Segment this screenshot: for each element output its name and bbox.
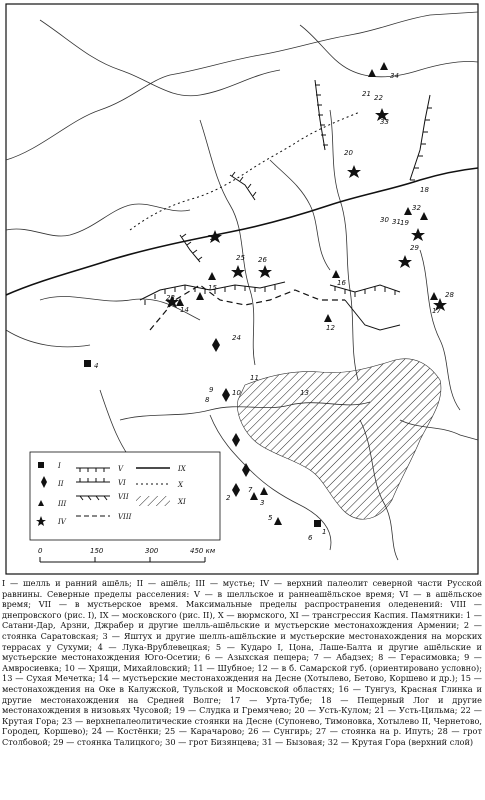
- legend-item-xi: XI: [178, 498, 186, 506]
- legend-item-v: V: [118, 465, 124, 473]
- site-label: 12: [326, 324, 335, 332]
- star-markers: [165, 108, 447, 311]
- site-label: 15: [208, 284, 217, 292]
- site-label: 11: [250, 374, 259, 382]
- site-label: 16: [337, 279, 346, 287]
- site-label: 24: [232, 334, 241, 342]
- site-label: 22: [374, 94, 383, 102]
- site-label: 27: [210, 234, 219, 242]
- site-label: 30: [380, 216, 389, 224]
- glaciation-limit-wurm: [130, 112, 360, 230]
- site-label: 9: [209, 386, 214, 394]
- site-label: 28: [445, 291, 454, 299]
- site-label: 2: [226, 494, 231, 502]
- legend-item-iii: III: [58, 500, 67, 508]
- legend-item-ii: II: [58, 480, 64, 488]
- site-label: 3: [260, 499, 265, 507]
- site-label: 5: [268, 514, 273, 522]
- site-label: 17: [432, 307, 441, 315]
- site-label: 23: [166, 294, 175, 302]
- scale-bar: [38, 547, 216, 562]
- legend: [30, 452, 220, 540]
- legend-item-vi: VI: [118, 479, 126, 487]
- caption-text: I — шелль и ранний ашёль; II — ашёль; III — мустье; IV — верхний палеолит северной части Русской равнины. Северные пределы расселения: V — в шелльское и раннеашёльское время; VI — в ашёльское время; VII — в мустьерское время. Максимальные пределы распространения оледенений: VIII — днепровского (рис. I), IX — московского (рис. II), X — вюрмского, XI — трансгрессия Каспия. Памятники: 1 — Сатани-Дар, Арзни, Джрабер и другие шелль-ашёльские и мустьерские местонахождения Армении; 2 — стоянка Саратовская; 3 — Яштух и другие шелль-ашёльские и мустьерские местонахождения на морских террасах у Сухуми; 4 — Лука-Врублевецкая; 5 — Кударо I, Цона, Лаше-Балта и другие ашёльские и мустьерские местонахождения Юго-Осетии; 6 — Азыхская пещера; 7 — Абадзех; 8 — Герасимовка; 9 — Амвросиевка; 10 — Хрящи, Михайловский; 11 — Шубное; 12 — в б. Самарской губ. (ориентировано условно); 13 — Сухая Мечетка; 14 — мустьерские местонахождения на Десне (Хотылево, Бетово, Коршево и др.); 15 — местонахождения на Оке в Калужской, Тульской и Московской областях; 16 — Тунгуз, Красная Глинка и другие местонахождения на Средней Волге; 17 — Урта-Тубе; 18 — Пещерный Лог и другие местонахождения в низовьях Чусовой; 19 — Слудка и Гремячево; 20 — Усть-Кулом; 21 — Усть-Цильма; 22 — Крутая Гора; 23 — верхнепалеолитические стоянки на Десне (Супонево, Тимоновка, Хотылево II, Чернетово, Городец, Коршево); 24 — Костёнки; 25 — Карачарово; 26 — Сунгирь; 27 — стоянка на р. Ипуть; 28 — грот Столбовой; 29 — стоянка Талицкого; 30 — грот Бизянцева; 31 — Бызовая; 32 — Крутая Гора (верхний слой): [2, 578, 482, 747]
- scale-tick: 450 км: [190, 547, 216, 555]
- site-label: 32: [412, 204, 421, 212]
- site-label: 34: [390, 72, 399, 80]
- scale-tick: 300: [145, 547, 159, 555]
- caspian-transgression-area: [237, 359, 441, 519]
- site-label: 18: [420, 186, 429, 194]
- scale-tick: 150: [90, 547, 104, 555]
- site-label: 29: [410, 244, 419, 252]
- figure-caption: [2, 578, 482, 798]
- legend-item-ix: IX: [178, 465, 186, 473]
- site-label: 10: [232, 389, 241, 397]
- site-label: 26: [258, 256, 267, 264]
- site-label: 31: [392, 218, 401, 226]
- legend-item-vii: VII: [118, 493, 129, 501]
- site-label: 8: [205, 396, 210, 404]
- site-label: 20: [344, 149, 353, 157]
- legend-item-iv: IV: [58, 518, 66, 526]
- legend-item-x: X: [178, 481, 183, 489]
- site-label: 19: [400, 219, 409, 227]
- site-label: 13: [300, 389, 309, 397]
- legend-item-viii: VIII: [118, 513, 132, 521]
- site-label: 33: [380, 118, 389, 126]
- site-label: 1: [322, 528, 327, 536]
- site-label: 21: [362, 90, 371, 98]
- site-label: 25: [236, 254, 245, 262]
- site-label: 4: [94, 362, 99, 370]
- site-label: 14: [180, 306, 189, 314]
- scale-tick: 0: [38, 547, 43, 555]
- site-label: 6: [308, 534, 313, 542]
- site-label: 7: [248, 486, 253, 494]
- legend-item-i: I: [58, 462, 61, 470]
